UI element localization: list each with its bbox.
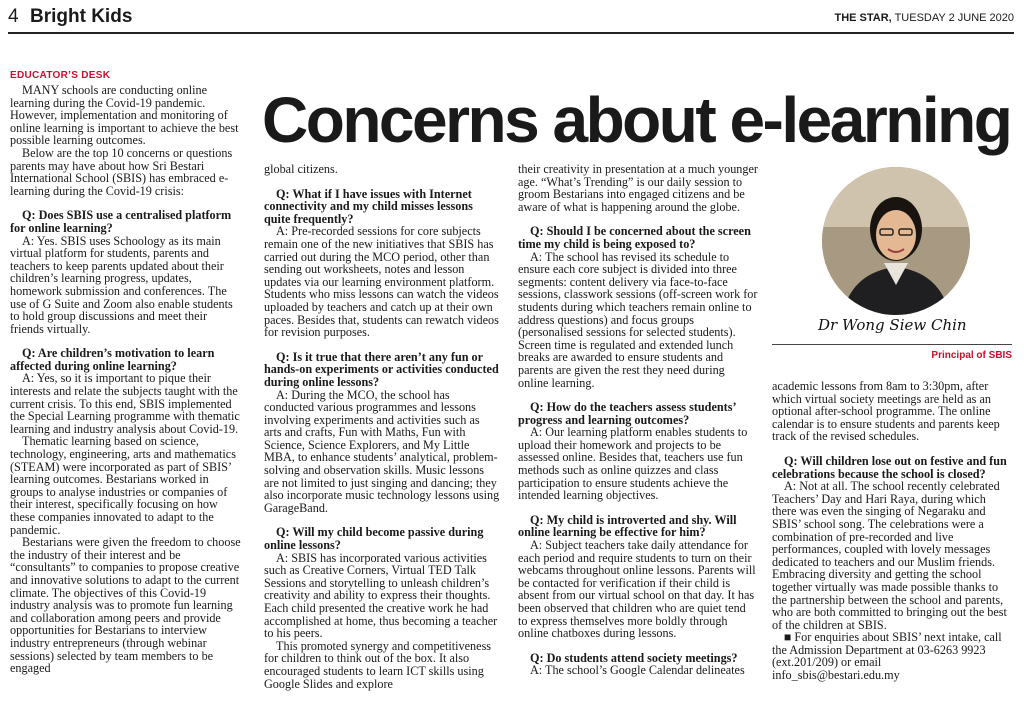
paper-dateline	[834, 12, 1014, 24]
article-column-4	[772, 380, 1010, 682]
body-paragraph: A: Yes. SBIS uses Schoology as its main virtual platform for students, parents and teachers to keep parents updated about their children’s learning progress, updates, homework submission and conferences. The use of G Suite and Zoom also enable students to hold group discussions and meet their friends virtually.	[10, 233, 233, 336]
paper-name: THE STAR,	[834, 12, 892, 24]
body-paragraph: A: The school has revised its schedule to ensure each core subject is divided into three segments: content delivery via face-to-face sessions, classwork sessions (off-screen work for students during which teachers remain online to address questions) and focus groups (personalised sessions for selected students). Screen time is regulated and extended lunch breaks are awarded to ensure students and parents are given the rest they need during online learning.	[518, 249, 758, 390]
article-column-2	[264, 163, 500, 690]
header-rule	[8, 32, 1014, 34]
body-paragraph: their creativity in presentation at a much younger age. “What’s Trending” is our daily session to groom Bestarians into engaged citizens and be aware of what is happening around the globe.	[518, 162, 758, 214]
author-role: Principal of SBIS	[931, 350, 1012, 361]
body-paragraph: A: Our learning platform enables students to upload their homework and projects to be assessed online. Besides that, teachers use fun methods such as online quizzes and class participation to ensure students achieve the intended learning objectives.	[518, 425, 748, 503]
body-paragraph: A: During the MCO, the school has conducted various programmes and lessons involving experiments and activities such as arts and crafts, Fun with Maths, Fun with Science, Science Explorers, and My Little MBA, to enhance students’ analytical, problem-solving and observation skills. Music lessons are not limited to just singing and dancing; they also incorporate music technology lessons using GarageBand.	[264, 387, 500, 515]
body-paragraph: This promoted synergy and competitiveness for children to think out of the box. It also encouraged students to learn ICT skills using Google Slides and explore	[264, 638, 492, 691]
body-paragraph: global citizens.	[264, 162, 338, 176]
signature-rule	[772, 344, 1012, 345]
author-signature: Dr Wong Siew Chin	[818, 316, 967, 334]
question-heading: Q: What if I have issues with Internet connectivity and my child misses lessons quite frequently?	[264, 186, 473, 226]
article-headline: Concerns about e-learning	[262, 84, 1011, 156]
question-heading: Q: Are children’s motivation to learn affected during online learning?	[10, 346, 215, 373]
article-column-1	[10, 84, 242, 675]
page-number: 4	[8, 6, 19, 27]
body-paragraph: ■ For enquiries about SBIS’ next intake, call the Admission Department at 03-6263 9923 (ext.201/209) or email info_sbis@bestari.edu.my	[772, 630, 1002, 683]
body-paragraph: Thematic learning based on science, technology, engineering, arts and mathematics (STEAM) were incorporated as part of SBIS’ learning outcomes. Bestarians worked in groups to analyse industries or companies of their interest, specifically focusing on how these companies innovated to adapt to the pandemic.	[10, 434, 236, 537]
question-heading: Q: Is it true that there aren’t any fun or hands-on experiments or activities conducted during online lessons?	[264, 349, 499, 389]
question-heading: Q: Should I be concerned about the screen time my child is being exposed to?	[518, 224, 751, 251]
body-paragraph: A: SBIS has incorporated various activities such as Creative Corners, Virtual TED Talk Sessions and storytelling to unleash children’s creativity and ability to express their thoughts. Each child presented the creative work he had accomplished at home, thus becoming a teacher to his peers.	[264, 550, 498, 641]
question-heading: Q: Does SBIS use a centralised platform for online learning?	[10, 208, 232, 235]
body-paragraph: Bestarians were given the freedom to choose the industry of their interest and be “consultants” to companies to propose creative and innovative solutions to adapt to the current climate. The objectives of this Covid-19 industry analysis was to promote fun learning and collaboration among peers and provide opportunities for Bestarians to interview industry entrepreneurs (through webinar sessions) selected by team members to be engaged	[10, 535, 241, 676]
body-paragraph: MANY schools are conducting online learning during the Covid-19 pandemic. However, implementation and monitoring of online learning is important to achieve the best possible learning outcomes.	[10, 83, 239, 148]
body-paragraph: A: Pre-recorded sessions for core subjects remain one of the new initiatives that SBIS has carried out during the MCO period, other than sending out worksheets, notes and lesson updates via our learning environment platform. Students who miss lessons can watch the videos uploaded by teachers and catch up at their own paces. Besides that, students can rewatch videos for revision purposes.	[264, 224, 499, 340]
body-paragraph: A: Not at all. The school recently celebrated Teachers’ Day and Hari Raya, during which there was even the singing of Negaraku and SBIS’ school song. The celebrations were a combination of pre-recorded and live performances, coupled with lovely messages dedicated to teachers and our Muslim friends. Embracing diversity and getting the school together virtually was made possible thanks to the partnership between the school and parents, who are both committed to bringing out the best of the children at SBIS.	[772, 479, 1007, 632]
body-paragraph: academic lessons from 8am to 3:30pm, after which virtual society meetings are held as an optional after-school programme. The online calendar is to ensure students and parents keep track of the revised schedules.	[772, 379, 1000, 444]
body-paragraph: A: Yes, so it is important to pique their interests and relate the subjects taught with the current crisis. To this end, SBIS implemented the Special Learning programme with thematic learning and industry analysis about Covid-19.	[10, 371, 240, 436]
question-heading: Q: Do students attend society meetings?	[530, 650, 738, 665]
question-heading: Q: My child is introverted and shy. Will online learning be effective for him?	[518, 512, 737, 540]
body-paragraph: A: The school’s Google Calendar delineates	[530, 663, 745, 678]
question-heading: Q: How do the teachers assess students’ progress and learning outcomes?	[518, 400, 736, 427]
body-paragraph: Below are the top 10 concerns or questions parents may have about how Sri Bestari International School (SBIS) has embraced e-learning during the Covid-19 crisis:	[10, 145, 233, 198]
issue-date: TUESDAY 2 JUNE 2020	[894, 12, 1014, 24]
page-header	[8, 6, 1014, 28]
section-title: Bright Kids	[30, 6, 133, 27]
body-paragraph: A: Subject teachers take daily attendance for each period and require students to turn on their webcams throughout online lessons. Parents will be contacted for verification if their child is absent from our virtual school on that day. It has been observed that children who are quiet tend to express themselves more boldly through online chatboxes during lessons.	[518, 538, 756, 641]
column-kicker: EDUCATOR’S DESK	[10, 70, 111, 81]
question-heading: Q: Will my child become passive during online lessons?	[264, 525, 484, 553]
portrait-photo-icon	[822, 167, 970, 315]
article-column-3	[518, 163, 758, 677]
question-heading: Q: Will children lose out on festive and fun celebrations because the school is closed?	[772, 453, 1007, 481]
